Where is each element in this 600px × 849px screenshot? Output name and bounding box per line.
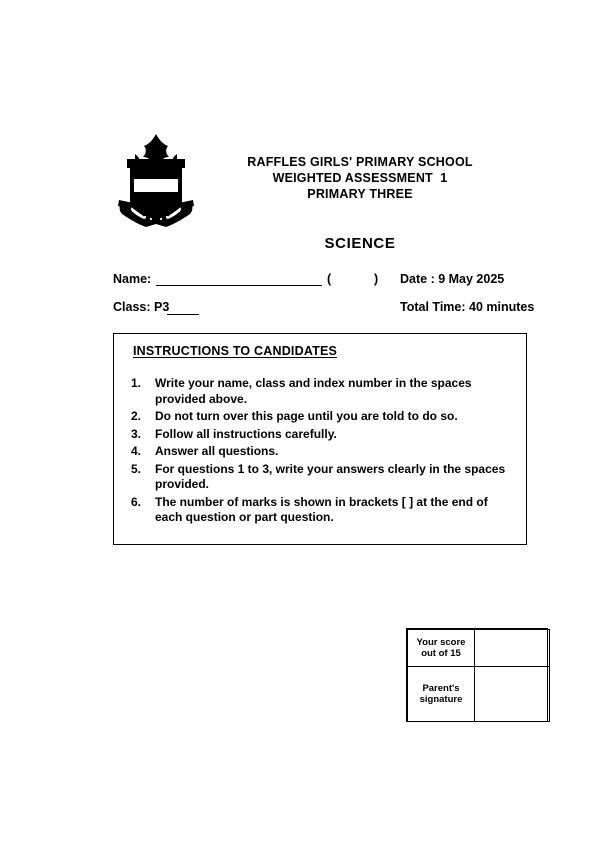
instruction-number: 4. xyxy=(131,444,142,458)
instruction-number: 2. xyxy=(131,409,142,423)
school-crest-icon xyxy=(113,132,199,232)
score-table xyxy=(406,628,548,722)
parent-label-line1: Parent's xyxy=(422,683,460,694)
instructions-title: INSTRUCTIONS TO CANDIDATES xyxy=(133,344,338,358)
score-label-line2: out of 15 xyxy=(421,648,461,659)
instruction-item xyxy=(127,444,508,460)
instruction-item xyxy=(127,427,508,443)
class-row xyxy=(0,300,600,328)
instructions-box xyxy=(113,333,527,545)
class-input-rule[interactable] xyxy=(167,314,199,315)
score-label-cell xyxy=(408,630,475,667)
instruction-text: Do not turn over this page until you are told to do so. xyxy=(155,409,458,423)
level-title: PRIMARY THREE xyxy=(307,187,413,201)
page-header xyxy=(0,132,600,252)
table-row xyxy=(408,667,550,722)
assessment-title: WEIGHTED ASSESSMENT 1 xyxy=(272,171,448,185)
candidate-info xyxy=(0,272,600,328)
index-close-bracket: ) xyxy=(374,272,379,286)
name-label: Name: xyxy=(113,272,152,286)
instruction-number: 1. xyxy=(131,376,142,390)
subject-title: SCIENCE xyxy=(324,235,396,252)
instruction-item xyxy=(127,495,508,526)
score-value-cell[interactable] xyxy=(475,630,550,667)
instruction-item xyxy=(127,462,508,493)
date-text: Date : 9 May 2025 xyxy=(400,272,505,286)
instruction-item xyxy=(127,376,508,407)
class-label: Class: P3 xyxy=(113,300,170,314)
instruction-text: For questions 1 to 3, write your answers clearly in the spaces provided. xyxy=(155,461,506,491)
parent-signature-cell[interactable] xyxy=(475,667,550,722)
name-input-rule[interactable] xyxy=(156,285,322,286)
instruction-item xyxy=(127,409,508,425)
instruction-text: Write your name, class and index number in the spaces provided above. xyxy=(155,376,472,406)
instruction-text: Answer all questions. xyxy=(155,444,279,458)
name-row xyxy=(0,272,600,300)
school-titles xyxy=(200,154,520,202)
instructions-list xyxy=(127,376,508,528)
instruction-number: 6. xyxy=(131,494,142,509)
parent-label-cell xyxy=(408,667,475,722)
instruction-text: The number of marks is shown in brackets [ ] at the end of each question or part question. xyxy=(155,494,488,524)
instruction-number: 5. xyxy=(131,461,142,476)
index-open-bracket: ( xyxy=(327,272,332,286)
total-time-text: Total Time: 40 minutes xyxy=(400,300,535,314)
instruction-number: 3. xyxy=(131,426,142,441)
table-row xyxy=(408,630,550,667)
parent-label-line2: signature xyxy=(419,694,463,705)
score-label-line1: Your score xyxy=(416,637,466,648)
instruction-text: Follow all instructions carefully. xyxy=(155,426,337,441)
school-name: RAFFLES GIRLS' PRIMARY SCHOOL xyxy=(247,155,473,169)
